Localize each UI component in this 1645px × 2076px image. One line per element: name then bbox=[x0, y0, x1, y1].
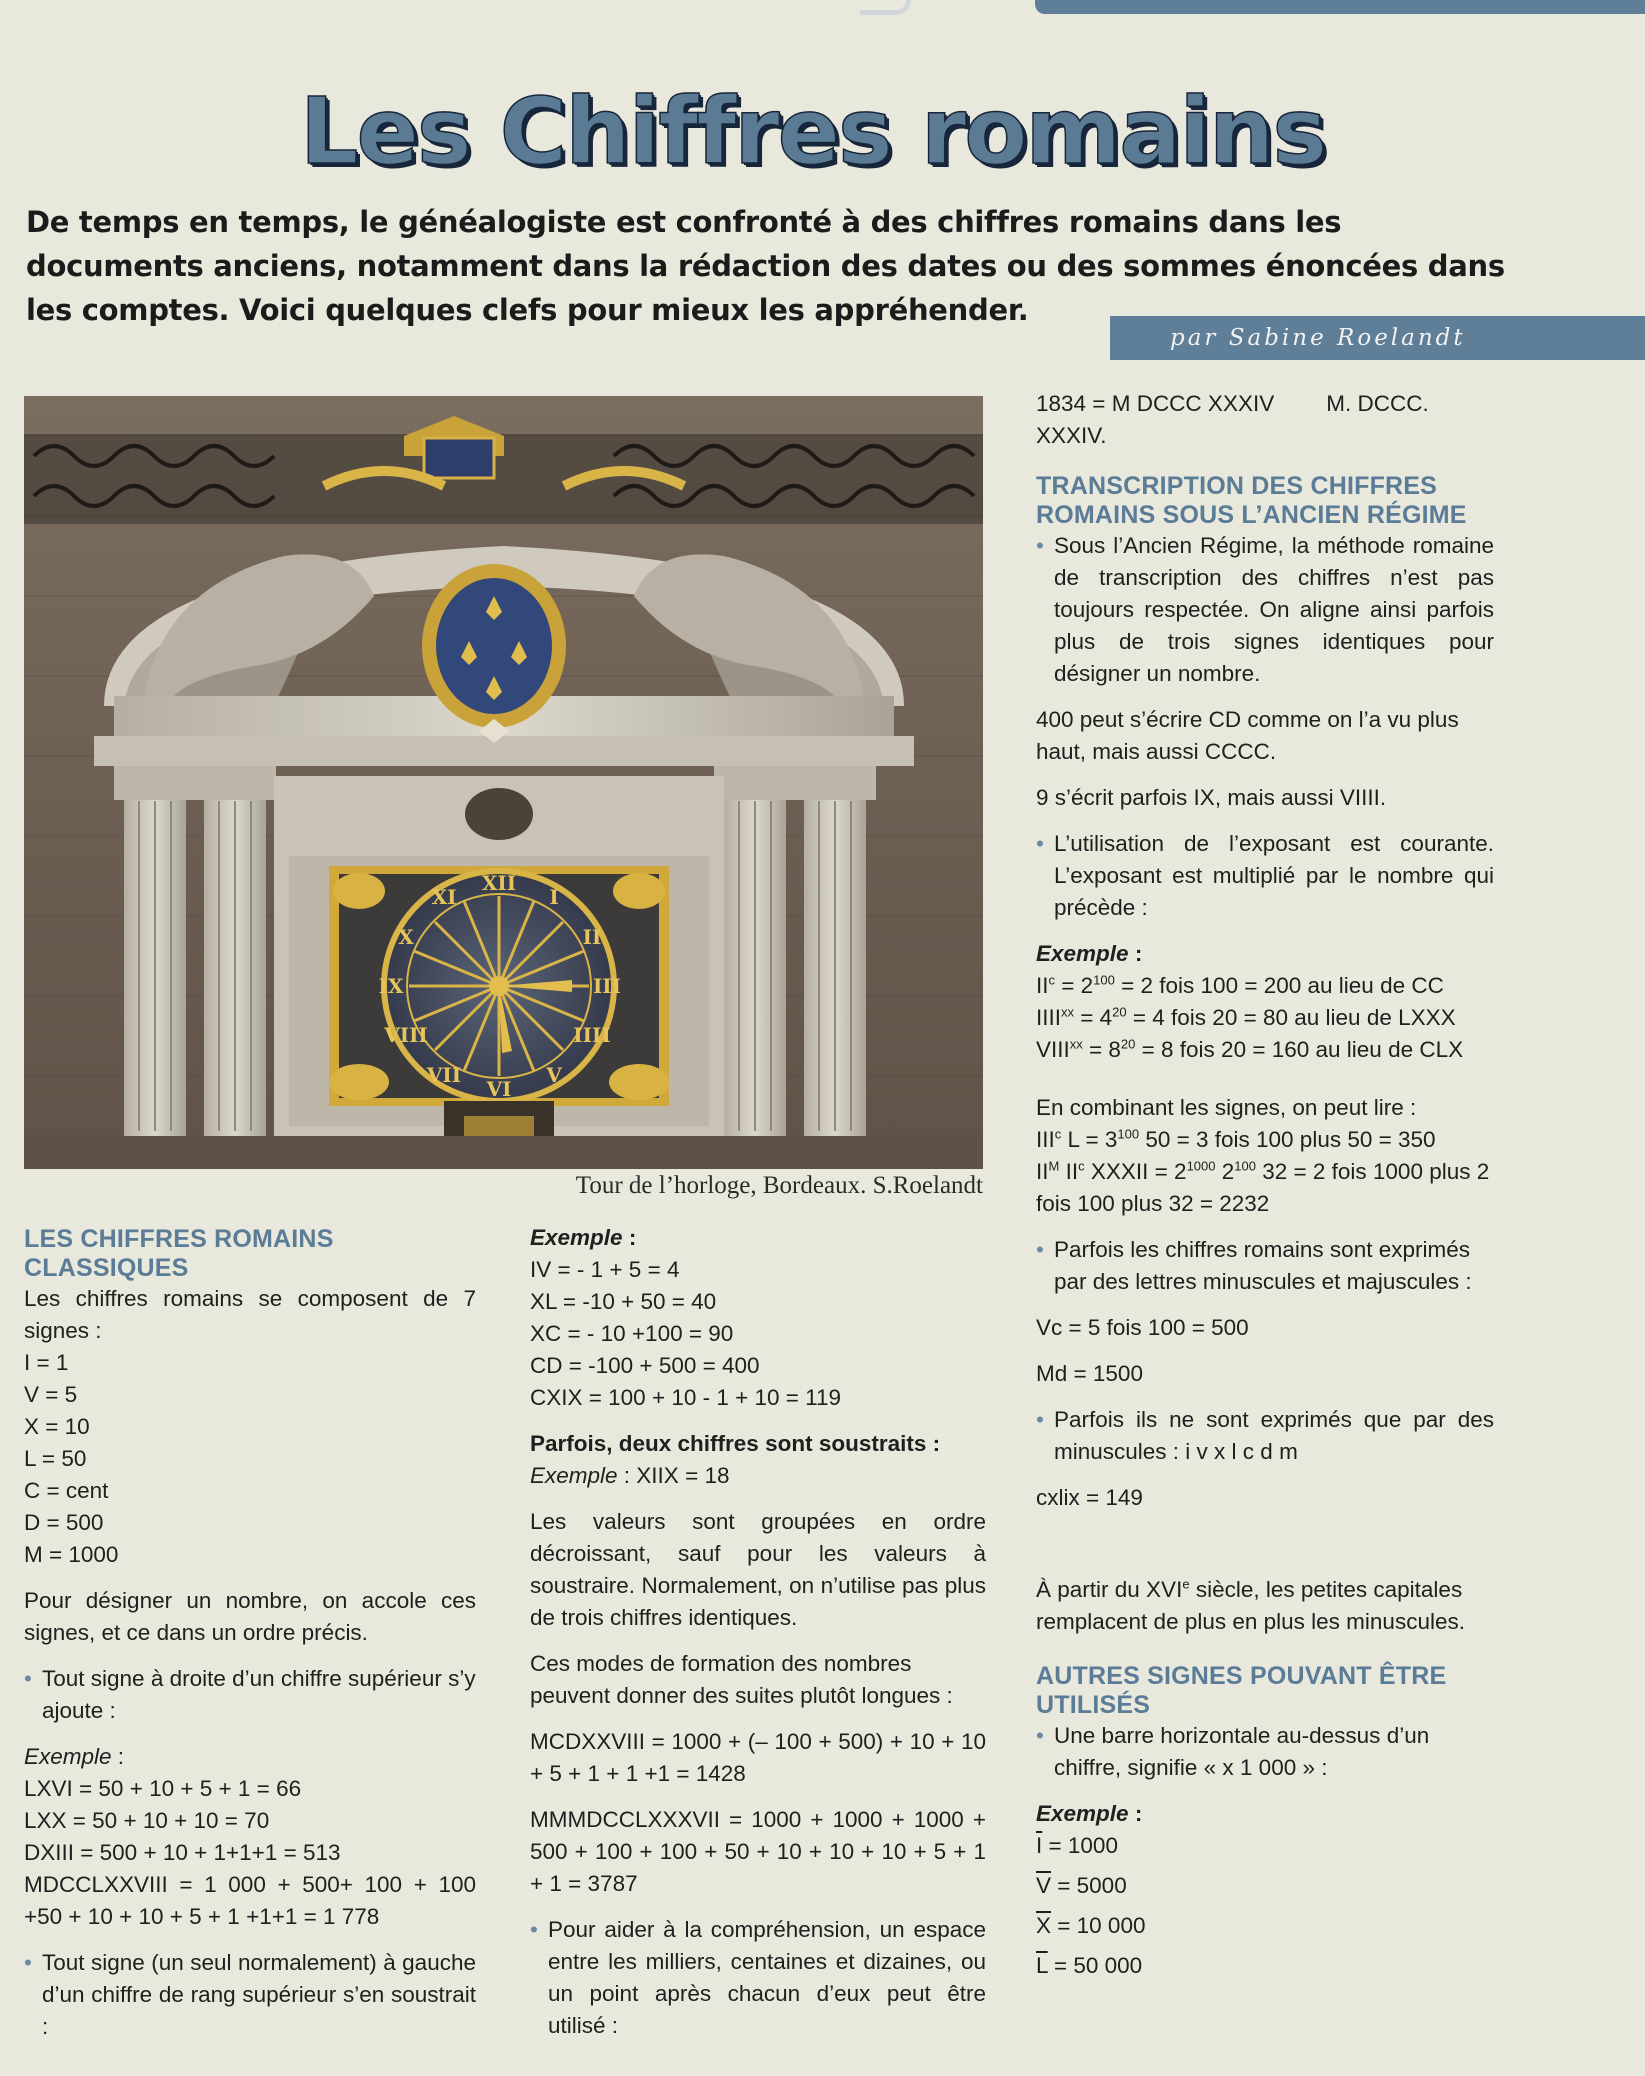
section-heading: TRANSCRIPTION DES CHIFFRES ROMAINS SOUS L’ANCIEN RÉGIME bbox=[1036, 472, 1467, 529]
bullet-item: • Parfois les chiffres romains sont exprimés par des lettres minuscules et majuscules : bbox=[1036, 1234, 1494, 1298]
overline-example: $\overline{L} = 50$ 000 bbox=[1036, 1953, 1143, 1978]
page-title: Les Chiffres romains bbox=[299, 78, 1326, 185]
sign-line: V = 5 bbox=[24, 1382, 78, 1407]
subheading: Parfois, deux chiffres sont soustraits : bbox=[530, 1431, 941, 1456]
paragraph: Les chiffres romains se composent de 7 signes : bbox=[24, 1286, 476, 1343]
combined-example: $II^M$ $II^c$ XXXII = $2^{1000}$ $2^{100}$ 32 = 2 fois 1000 plus 2 fois 100 plus 32 = 2232 bbox=[1036, 1158, 1490, 1216]
clock-numeral: V bbox=[546, 1063, 562, 1087]
example-label: Exemple bbox=[530, 1225, 623, 1250]
sign-line: C = cent bbox=[24, 1478, 109, 1503]
column-2 bbox=[530, 1222, 986, 2042]
paragraph: Vc = 5 fois 100 = 500 bbox=[1036, 1315, 1249, 1340]
column-1 bbox=[24, 1225, 476, 2043]
example-label-line: Exemple : bbox=[24, 1744, 125, 1769]
example-label-line: Exemple : bbox=[1036, 1801, 1143, 1826]
example-label-line: Exemple : bbox=[1036, 941, 1143, 966]
paragraph: 400 peut s’écrire CD comme on l’a vu plus haut, mais aussi CCCC. bbox=[1036, 707, 1459, 764]
section-heading: LES CHIFFRES ROMAINS CLASSIQUES bbox=[24, 1225, 334, 1282]
paragraph: En combinant les signes, on peut lire : bbox=[1036, 1095, 1417, 1120]
exponent-example: $II^c = 2^{100} = 2$ fois 100 = 200 au lieu de CC bbox=[1036, 972, 1444, 998]
combined-example: III$^c$ $L = 3^{100}$ 50 = 3 fois 100 plus 50 = 350 bbox=[1036, 1126, 1436, 1152]
clock-tower-image bbox=[24, 396, 983, 1169]
example-line: Exemple : XIIX = 18 bbox=[530, 1463, 730, 1488]
overline-example: $\overline{V} = 5000$ bbox=[1036, 1873, 1127, 1898]
paragraph: 9 s’écrit parfois IX, mais aussi VIIII. bbox=[1036, 785, 1387, 810]
lead-paragraph: De temps en temps, le généalogiste est confronté à des chiffres romains dans les documents anciens, notamment dans la rédaction des dates ou des sommes énoncées dans les comptes. Voici quelques clefs pour mieux les appréhender. bbox=[26, 205, 1505, 327]
example-line: LXVI = 50 + 10 + 5 + 1 = 66 bbox=[24, 1776, 302, 1801]
column-3 bbox=[1036, 388, 1494, 1982]
bullet-item: • Une barre horizontale au-dessus d’un chiffre, signifie « x 1 000 » : bbox=[1036, 1720, 1494, 1784]
clock-numeral: I bbox=[549, 885, 559, 909]
bullet-item: • L’utilisation de l’exposant est courante. L’exposant est multiplié par le nombre qui précède : bbox=[1036, 828, 1494, 924]
example-line: MCDXXVIII = 1000 + (– 100 + 500) + 10 + 10 + 5 + 1 + 1 +1 = 1428 bbox=[530, 1729, 986, 1786]
photo-clock-tower bbox=[24, 396, 983, 1169]
bullet-item: • Pour aider à la compréhension, un espace entre les milliers, centaines et dizaines, ou un point après chacun d’eux peut être utilisé : bbox=[530, 1914, 986, 2042]
example-label: Exemple bbox=[24, 1744, 112, 1769]
example-line: CXIX = 100 + 10 - 1 + 10 = 119 bbox=[530, 1385, 842, 1410]
top-tab bbox=[1035, 0, 1645, 14]
paragraph: Md = 1500 bbox=[1036, 1361, 1143, 1386]
sign-line: I = 1 bbox=[24, 1350, 69, 1375]
example-line: CD = -100 + 500 = 400 bbox=[530, 1353, 760, 1378]
clock-numeral: X bbox=[398, 925, 414, 949]
byline: par Sabine Roelandt bbox=[1110, 316, 1645, 360]
example-line: DXIII = 500 + 10 + 1+1+1 = 513 bbox=[24, 1840, 341, 1865]
sign-line: X = 10 bbox=[24, 1414, 90, 1439]
paragraph: Ces modes de formation des nombres peuvent donner des suites plutôt longues : bbox=[530, 1651, 953, 1708]
example-line: XC = - 10 +100 = 90 bbox=[530, 1321, 734, 1346]
paragraph: Pour désigner un nombre, on accole ces signes, et ce dans un ordre précis. bbox=[24, 1588, 476, 1645]
paragraph: Les valeurs sont groupées en ordre décroissant, sauf pour les valeurs à soustraire. Normalement, on n’utilise pas plus de trois chiffres identiques. bbox=[530, 1509, 986, 1630]
sign-line: L = 50 bbox=[24, 1446, 87, 1471]
bullet-item: • Sous l’Ancien Régime, la méthode romaine de transcription des chiffres n’est pas toujours respectée. On aligne ainsi parfois plus de trois signes identiques pour désigner un nombre. bbox=[1036, 530, 1494, 690]
clock-numeral: XI bbox=[431, 885, 457, 909]
exponent-example: $VIII^{xx} = 8^{20} = 8$ fois 20 = 160 au lieu de CLX bbox=[1036, 1036, 1464, 1062]
top-decoration bbox=[860, 0, 911, 15]
bullet-item: • Parfois ils ne sont exprimés que par des minuscules : i v x l c d m bbox=[1036, 1404, 1494, 1468]
overline-example: $\overline{X} = 10$ 000 bbox=[1036, 1913, 1146, 1938]
example-line: XL = -10 + 50 = 40 bbox=[530, 1289, 717, 1314]
overline-example: $\overline{I} = 1000$ bbox=[1036, 1833, 1118, 1858]
paragraph: cxlix = 149 bbox=[1036, 1485, 1143, 1510]
date-example: 1834 = M DCCC XXXIV M. DCCC. XXXIV. bbox=[1036, 391, 1429, 448]
sign-line: M = 1000 bbox=[24, 1542, 119, 1567]
bullet-item: • Tout signe (un seul normalement) à gauche d’un chiffre de rang supérieur s’en soustrait : bbox=[24, 1947, 476, 2043]
clock-numeral: VII bbox=[426, 1063, 462, 1087]
paragraph: À partir du XVIe siècle, les petites capitales remplacent de plus en plus les minuscules. bbox=[1036, 1576, 1465, 1634]
example-label-line: Exemple : bbox=[530, 1225, 637, 1250]
example-line: MMMDCCLXXXVII = 1000 + 1000 + 1000 + 500 + 100 + 100 + 50 + 10 + 10 + 10 + 5 + 1 + 1 = 3787 bbox=[530, 1807, 986, 1896]
exponent-example: $IIII^{xx} = 4^{20} = 4$ fois 20 = 80 au lieu de LXXX bbox=[1036, 1004, 1456, 1030]
example-line: MDCCLXXVIII = 1 000 + 500+ 100 + 100 +50 + 10 + 10 + 5 + 1 +1+1 = 1 778 bbox=[24, 1872, 476, 1929]
sign-line: D = 500 bbox=[24, 1510, 104, 1535]
clock-numeral: XII bbox=[481, 871, 517, 895]
clock-numeral: III bbox=[592, 974, 622, 998]
clock-numeral: VIII bbox=[384, 1023, 428, 1047]
example-line: LXX = 50 + 10 + 10 = 70 bbox=[24, 1808, 270, 1833]
clock-numeral: IIII bbox=[573, 1023, 611, 1047]
clock-numeral: VI bbox=[486, 1077, 512, 1101]
clock-numeral: II bbox=[582, 925, 602, 949]
photo-caption: Tour de l’horloge, Bordeaux. S.Roelandt bbox=[575, 1172, 983, 1199]
bullet-item: • Tout signe à droite d’un chiffre supérieur s’y ajoute : bbox=[24, 1663, 476, 1727]
section-heading: AUTRES SIGNES POUVANT ÊTRE UTILISÉS bbox=[1036, 1662, 1447, 1719]
clock-numeral: IX bbox=[378, 974, 404, 998]
example-line: IV = - 1 + 5 = 4 bbox=[530, 1257, 680, 1282]
